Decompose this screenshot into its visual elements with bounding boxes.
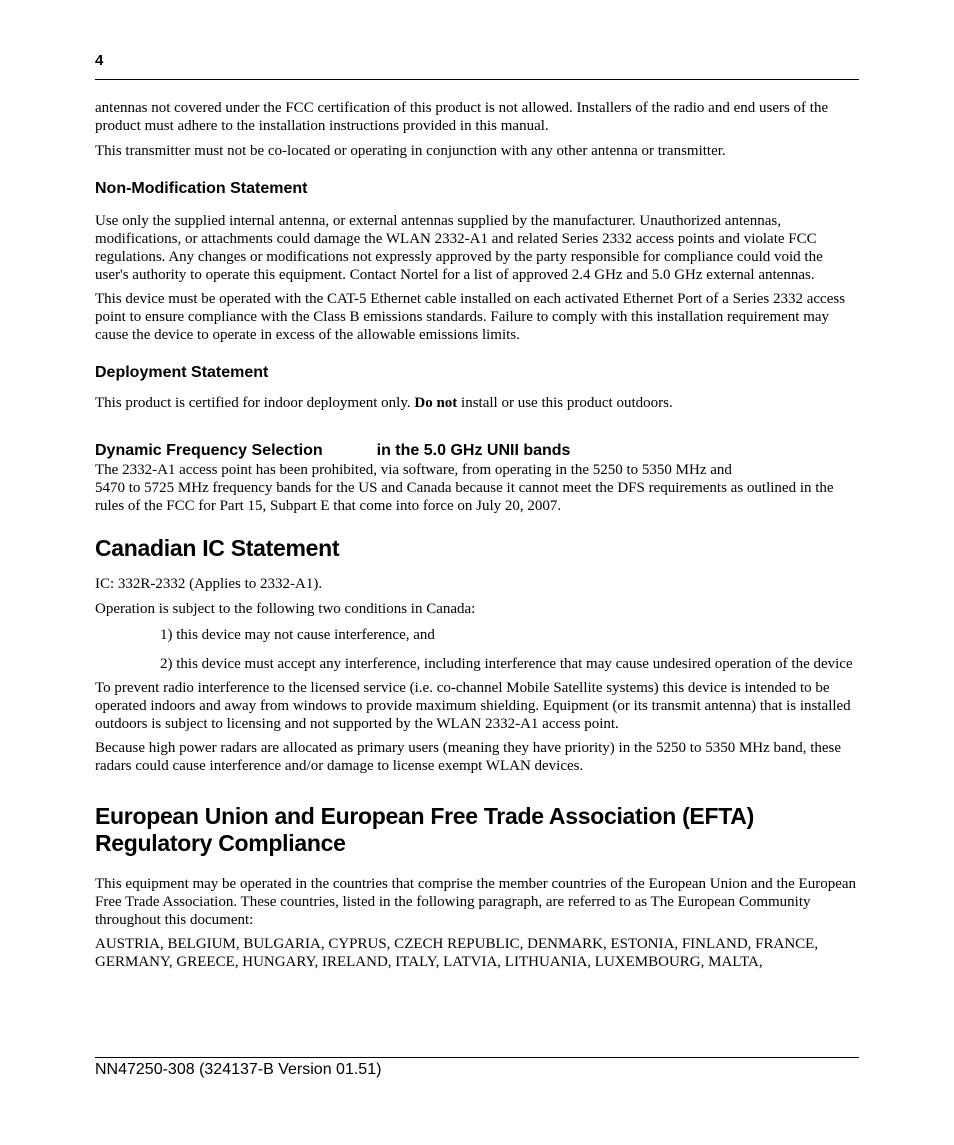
eu-paragraph-1: This equipment may be operated in the countries that comprise the member countries of the European Union and the European Free Trade Association. These countries, listed in the following paragraph, are referred to as The European Community throughout this document: — [95, 876, 857, 928]
footer-document-id: NN47250-308 (324137-B Version 01.51) — [95, 1061, 382, 1078]
deployment-heading: Deployment Statement — [95, 364, 269, 381]
dfs-paragraph-line-1: The 2332-A1 access point has been prohibited, via software, from operating in the 5250 to 5350 MHz and — [95, 462, 732, 478]
eu-heading-line-1: European Union and European Free Trade Association (EFTA) — [95, 803, 754, 829]
canadian-condition-2: 2) this device must accept any interference, including interference that may cause undesired operation of the device — [160, 656, 853, 672]
deployment-text-after: install or use this product outdoors. — [457, 395, 673, 411]
deployment-text-before: This product is certified for indoor deployment only. — [95, 395, 415, 411]
page-content — [95, 99, 859, 971]
canadian-conditions-intro: Operation is subject to the following two conditions in Canada: — [95, 601, 476, 617]
intro-paragraph-2: This transmitter must not be co-located or operating in conjunction with any other antenna or transmitter. — [95, 143, 726, 159]
canadian-condition-1: 1) this device may not cause interference, and — [160, 627, 435, 643]
dfs-paragraph-rest: 5470 to 5725 MHz frequency bands for the US and Canada because it cannot meet the DFS requirements as outlined in the rules of the FCC for Part 15, Subpart E that come into force on July 20, 2007. — [95, 480, 834, 514]
deployment-paragraph — [95, 394, 859, 412]
dfs-heading-part-2: in the 5.0 GHz UNII bands — [376, 442, 571, 459]
eu-country-list: AUSTRIA, BELGIUM, BULGARIA, CYPRUS, CZECH REPUBLIC, DENMARK, ESTONIA, FINLAND, FRANCE, GERMANY, GREECE, HUNGARY, IRELAND, ITALY, LATVIA, LITHUANIA, LUXEMBOURG, MALTA, — [95, 936, 819, 970]
eu-heading — [95, 803, 859, 857]
dfs-heading-part-1: Dynamic Frequency Selection — [95, 442, 323, 459]
footer-rule — [95, 1057, 859, 1058]
canadian-heading: Canadian IC Statement — [95, 535, 340, 561]
non-modification-paragraph-2: This device must be operated with the CAT-5 Ethernet cable installed on each activated Ethernet Port of a Series 2332 access point to ensure compliance with the Class B emissions standards. Failure to comply with this installation requirement may cause the device to operate in excess of the allowable emissions limits. — [95, 291, 846, 343]
deployment-emphasis: Do not — [414, 395, 458, 411]
canadian-ic-number: IC: 332R-2332 (Applies to 2332-A1). — [95, 576, 323, 592]
non-modification-paragraph-1: Use only the supplied internal antenna, or external antennas supplied by the manufacturer. Unauthorized antennas, modifications, or attachments could damage the WLAN 2332-A1 and related Series 2332 access points and violate FCC regulations. Any changes or modifications not expressly approved by the party responsible for compliance could void the user's authority to operate this equipment. Contact Nortel for a list of approved 2.4 GHz and 5.0 GHz external antennas. — [95, 213, 823, 283]
canadian-paragraph-3: To prevent radio interference to the licensed service (i.e. co-channel Mobile Satellite systems) this device is intended to be operated indoors and away from windows to provide maximum shielding. Equipment (or its transmit antenna) that is installed outdoors is subject to licensing and not supported by the WLAN 2332-A1 access point. — [95, 680, 851, 732]
page-number: 4 — [95, 52, 104, 69]
eu-heading-line-2: Regulatory Compliance — [95, 830, 346, 856]
intro-paragraph-1: antennas not covered under the FCC certification of this product is not allowed. Installers of the radio and end users of the product must adhere to the installation instructions provided in this manual. — [95, 100, 829, 134]
header-rule — [95, 79, 859, 80]
dfs-paragraph — [95, 461, 859, 515]
non-modification-heading: Non-Modification Statement — [95, 180, 308, 197]
canadian-paragraph-4: Because high power radars are allocated as primary users (meaning they have priority) in the 5250 to 5350 MHz band, these radars could cause interference and/or damage to license exempt WLAN devices. — [95, 740, 842, 774]
dfs-heading — [95, 441, 859, 461]
